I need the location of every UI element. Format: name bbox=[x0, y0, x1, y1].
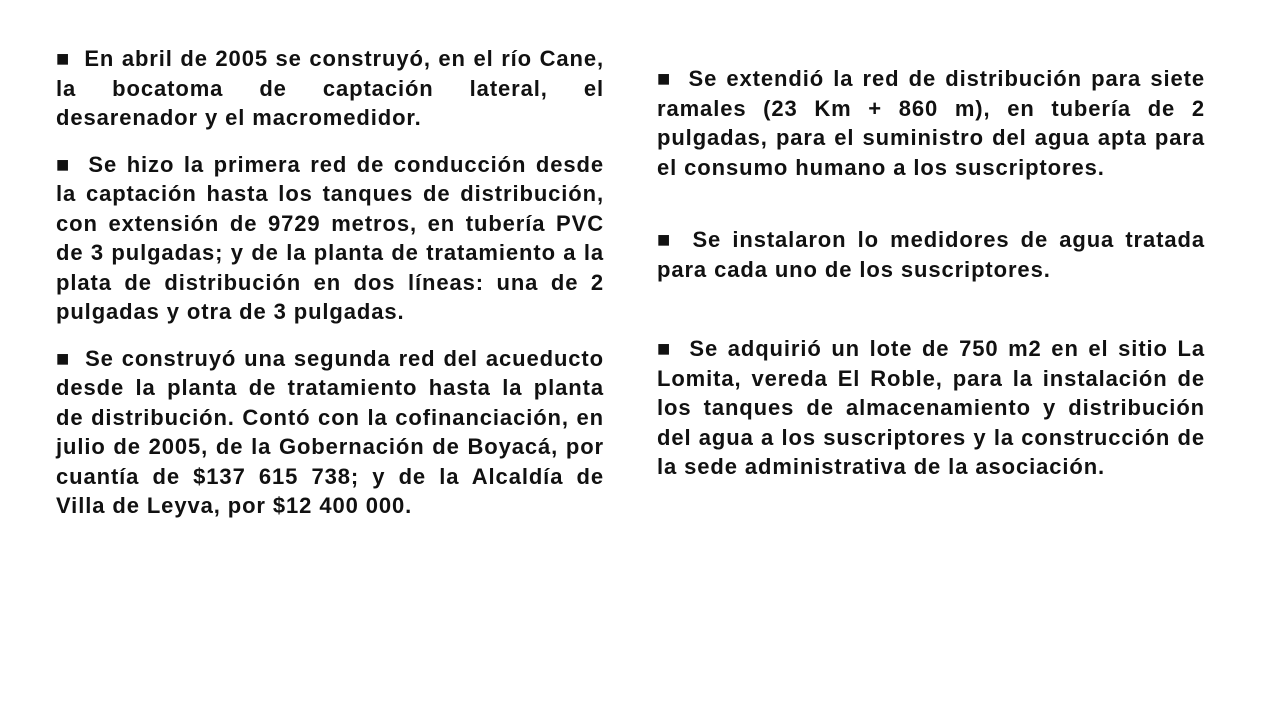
paragraph-red-distribucion bbox=[657, 64, 1205, 182]
paragraph-bocatoma bbox=[56, 44, 604, 133]
paragraph-segunda-red bbox=[56, 344, 604, 521]
square-bullet-icon: ■ bbox=[56, 46, 71, 71]
square-bullet-icon: ■ bbox=[56, 151, 73, 177]
square-bullet-icon: ■ bbox=[657, 227, 676, 252]
left-column bbox=[56, 44, 604, 521]
paragraph-text: Se hizo la primera red de conducción desde la captación hasta los tanques de distribución, con extensión de 9729 metros, en tubería PVC de 3 pulgadas; y de la planta de tratamiento a la plata de distribución en dos líneas: una de 2 pulgadas y otra de 3 pulgadas. bbox=[56, 151, 604, 324]
paragraph-text: En abril de 2005 se construyó, en el río Cane, la bocatoma de captación lateral, el desarenador y el macromedidor. bbox=[56, 46, 604, 130]
paragraph-red-conduccion bbox=[56, 150, 604, 327]
square-bullet-icon: ■ bbox=[657, 66, 674, 91]
paragraph-lote bbox=[657, 334, 1205, 482]
paragraph-medidores bbox=[657, 225, 1205, 284]
square-bullet-icon: ■ bbox=[657, 336, 674, 361]
paragraph-text: Se adquirió un lote de 750 m2 en el sitio La Lomita, vereda El Roble, para la instalación de los tanques de almacenamiento y distribución del agua a los suscriptores y la construcción de la sede administrativa de la asociación. bbox=[657, 336, 1205, 479]
paragraph-text: Se extendió la red de distribución para siete ramales (23 Km + 860 m), en tubería de 2 pulgadas, para el suministro del agua apta para el consumo humano a los suscriptores. bbox=[657, 66, 1205, 180]
square-bullet-icon: ■ bbox=[56, 345, 72, 371]
paragraph-text: Se construyó una segunda red del acueducto desde la planta de tratamiento hasta la planta de distribución. Contó con la cofinanciación, en julio de 2005, de la Gobernación de Boyacá, por cuantía de $137 615 738; y de la Alcaldía de Villa de Leyva, por $12 400 000. bbox=[56, 345, 604, 518]
right-column bbox=[657, 44, 1205, 482]
paragraph-text: Se instalaron lo medidores de agua tratada para cada uno de los suscriptores. bbox=[657, 227, 1205, 282]
